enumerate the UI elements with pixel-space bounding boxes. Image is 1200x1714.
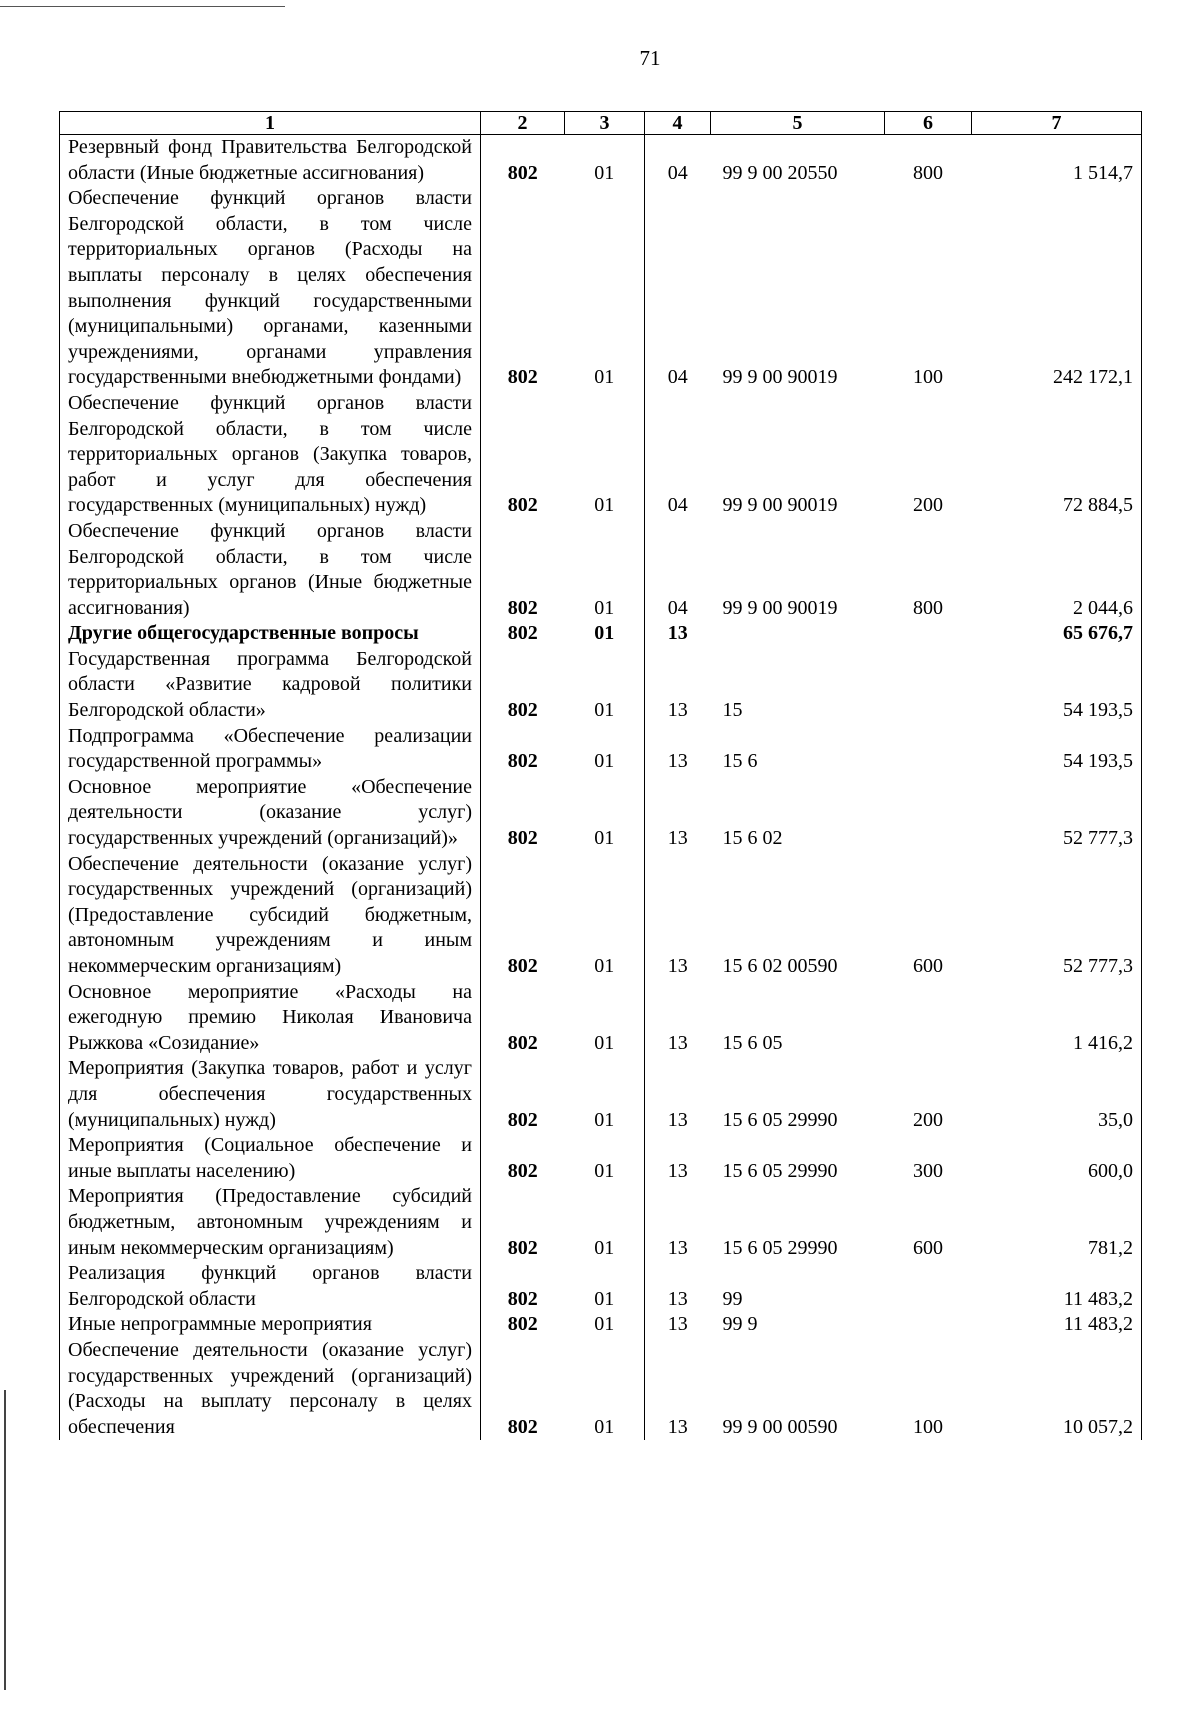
- row-subsection: 13: [645, 621, 711, 647]
- col-header-6: 6: [885, 112, 972, 135]
- row-admin-code: 802: [481, 519, 565, 621]
- row-name: Иные непрограммные мероприятия: [60, 1312, 481, 1338]
- row-section: 01: [565, 391, 645, 519]
- row-subsection: 13: [645, 1338, 711, 1440]
- col-header-7: 7: [972, 112, 1142, 135]
- row-subsection: 13: [645, 724, 711, 775]
- table-row: [60, 775, 1142, 852]
- row-section: 01: [565, 775, 645, 852]
- row-target-article: 15 6 05: [722, 1031, 783, 1054]
- row-target-article: 15 6 05 29990: [722, 1108, 838, 1131]
- row-admin-code: 802: [481, 647, 565, 724]
- row-admin-code: 802: [481, 852, 565, 980]
- table-row: [60, 647, 1142, 724]
- row-amount: 65 676,7: [972, 621, 1142, 647]
- row-subsection: 13: [645, 1184, 711, 1261]
- col-header-5: 5: [711, 112, 885, 135]
- row-section: 01: [565, 186, 645, 391]
- row-expense-type: 800: [913, 161, 943, 184]
- row-amount: 11 483,2: [972, 1261, 1142, 1312]
- row-target-article: 15: [722, 699, 743, 722]
- row-subsection: 13: [645, 1312, 711, 1338]
- row-section: 01: [565, 1184, 645, 1261]
- row-target-article: 15 6 02: [722, 827, 783, 850]
- header-row: [60, 112, 1142, 135]
- col-header-1: 1: [60, 112, 481, 135]
- row-admin-code: 802: [481, 391, 565, 519]
- row-subsection: 13: [645, 1133, 711, 1184]
- row-expense-type: 300: [913, 1159, 943, 1182]
- row-admin-code: 802: [481, 1261, 565, 1312]
- row-section: 01: [565, 519, 645, 621]
- row-subsection: 13: [645, 1261, 711, 1312]
- row-name: Государственная программа Белгородской области «Развитие кадровой политики Белгородской области»: [60, 647, 481, 724]
- table-row: [60, 1261, 1142, 1312]
- row-subsection: 04: [645, 186, 711, 391]
- col-header-4: 4: [645, 112, 711, 135]
- row-amount: 781,2: [972, 1184, 1142, 1261]
- row-subsection: 13: [645, 852, 711, 980]
- row-name: Основное мероприятие «Обеспечение деятельности (оказание услуг) государственных учреждений (организаций)»: [60, 775, 481, 852]
- table-row: [60, 980, 1142, 1057]
- row-target-article: 15 6 05 29990: [722, 1159, 838, 1182]
- row-section: 01: [565, 1261, 645, 1312]
- row-admin-code: 802: [481, 1133, 565, 1184]
- row-target-article: 99: [722, 1287, 743, 1310]
- row-admin-code: 802: [481, 1338, 565, 1440]
- row-name: Обеспечение деятельности (оказание услуг) государственных учреждений (организаций) (Предоставление субсидий бюджетным, автономным учреждениям и иным некоммерческим организациям): [60, 852, 481, 980]
- row-name: Мероприятия (Закупка товаров, работ и услуг для обеспечения государственных (муниципальных) нужд): [60, 1056, 481, 1133]
- row-section: 01: [565, 1056, 645, 1133]
- row-admin-code: 802: [481, 980, 565, 1057]
- row-target-article: 99 9 00 90019: [722, 366, 838, 389]
- row-expense-type: 600: [913, 955, 943, 977]
- table-row: [60, 135, 1142, 187]
- row-admin-code: 802: [481, 621, 565, 647]
- table-row: [60, 621, 1142, 647]
- table-row: [60, 391, 1142, 519]
- row-subsection: 04: [645, 519, 711, 621]
- table-row: [60, 1184, 1142, 1261]
- row-amount: 1 416,2: [972, 980, 1142, 1057]
- row-admin-code: 802: [481, 135, 565, 187]
- row-subsection: 13: [645, 647, 711, 724]
- row-expense-type: 200: [913, 1108, 943, 1131]
- row-expense-type: [885, 647, 972, 724]
- row-name: Другие общегосударственные вопросы: [60, 621, 481, 647]
- row-amount: 54 193,5: [972, 724, 1142, 775]
- row-target-article: 15 6 05 29990: [722, 1236, 838, 1259]
- row-section: 01: [565, 724, 645, 775]
- col-header-3: 3: [565, 112, 645, 135]
- row-expense-type: [885, 621, 972, 647]
- row-target-article: 99 9 00 20550: [722, 161, 838, 184]
- row-section: 01: [565, 1312, 645, 1338]
- table-row: [60, 186, 1142, 391]
- page-number: 71: [639, 46, 661, 70]
- row-amount: 54 193,5: [972, 647, 1142, 724]
- row-admin-code: 802: [481, 1056, 565, 1133]
- row-section: 01: [565, 1338, 645, 1440]
- row-expense-type: 800: [913, 596, 943, 619]
- row-target-article: 15 6: [722, 750, 758, 773]
- row-section: 01: [565, 980, 645, 1057]
- row-amount: 11 483,2: [972, 1312, 1142, 1338]
- row-amount: 35,0: [972, 1056, 1142, 1133]
- row-admin-code: 802: [481, 1312, 565, 1338]
- row-amount: 52 777,3: [972, 852, 1142, 980]
- row-name: Обеспечение функций органов власти Белгородской области, в том числе территориальных органов (Закупка товаров, работ и услуг для обеспечения государственных (муниципальных) нужд): [60, 391, 481, 519]
- row-amount: 72 884,5: [972, 391, 1142, 519]
- row-admin-code: 802: [481, 775, 565, 852]
- row-admin-code: 802: [481, 1184, 565, 1261]
- row-section: 01: [565, 852, 645, 980]
- row-amount: 10 057,2: [972, 1338, 1142, 1440]
- row-amount: 52 777,3: [972, 775, 1142, 852]
- row-name: Резервный фонд Правительства Белгородской области (Иные бюджетные ассигнования): [60, 135, 481, 187]
- row-target-article: [711, 621, 885, 647]
- row-section: 01: [565, 647, 645, 724]
- table-row: [60, 724, 1142, 775]
- row-expense-type: [885, 724, 972, 775]
- row-name: Основное мероприятие «Расходы на ежегодную премию Николая Ивановича Рыжкова «Созидание»: [60, 980, 481, 1057]
- row-expense-type: [885, 775, 972, 852]
- row-subsection: 04: [645, 135, 711, 187]
- row-name: Мероприятия (Социальное обеспечение и иные выплаты населению): [60, 1133, 481, 1184]
- row-amount: 242 172,1: [972, 186, 1142, 391]
- row-expense-type: [885, 1312, 972, 1338]
- row-name: Реализация функций органов власти Белгородской области: [60, 1261, 481, 1312]
- row-target-article: 99 9 00 00590: [722, 1415, 838, 1438]
- row-name: Обеспечение функций органов власти Белгородской области, в том числе территориальных органов (Иные бюджетные ассигнования): [60, 519, 481, 621]
- row-amount: 2 044,6: [972, 519, 1142, 621]
- row-expense-type: 200: [913, 494, 943, 517]
- row-section: 01: [565, 1133, 645, 1184]
- row-expense-type: 100: [913, 1415, 943, 1438]
- col-header-2: 2: [481, 112, 565, 135]
- table-row: [60, 519, 1142, 621]
- row-subsection: 04: [645, 391, 711, 519]
- row-target-article: 99 9: [722, 1313, 758, 1336]
- table-row: [60, 1133, 1142, 1184]
- row-section: 01: [565, 621, 645, 647]
- row-subsection: 13: [645, 1056, 711, 1133]
- left-margin-rule: [4, 1390, 6, 1690]
- row-name: Обеспечение деятельности (оказание услуг) государственных учреждений (организаций) (Расходы на выплату персоналу в целях обеспечения: [60, 1338, 481, 1440]
- table-row: [60, 1312, 1142, 1338]
- row-amount: 600,0: [972, 1133, 1142, 1184]
- row-expense-type: [885, 1261, 972, 1312]
- row-section: 01: [565, 135, 645, 187]
- row-admin-code: 802: [481, 186, 565, 391]
- row-name: Мероприятия (Предоставление субсидий бюджетным, автономным учреждениям и иным некоммерческим организациям): [60, 1184, 481, 1261]
- row-admin-code: 802: [481, 724, 565, 775]
- row-target-article: 99 9 00 90019: [722, 494, 838, 517]
- top-rule: [0, 6, 285, 7]
- row-expense-type: [885, 980, 972, 1057]
- row-amount: 1 514,7: [972, 135, 1142, 187]
- row-subsection: 13: [645, 980, 711, 1057]
- table-row: [60, 1338, 1142, 1440]
- row-name: Обеспечение функций органов власти Белгородской области, в том числе территориальных органов (Расходы на выплаты персоналу в целях обеспечения выполнения функций государственными (муниципальными) органами, казенными учреждениями, органами управления государственными внебюджетными фондами): [60, 186, 481, 391]
- row-subsection: 13: [645, 775, 711, 852]
- row-target-article: 15 6 02 00590: [722, 955, 838, 977]
- row-expense-type: 100: [913, 366, 943, 389]
- row-expense-type: 600: [913, 1236, 943, 1259]
- row-name: Подпрограмма «Обеспечение реализации государственной программы»: [60, 724, 481, 775]
- row-target-article: 99 9 00 90019: [722, 596, 838, 619]
- table-row: [60, 852, 1142, 980]
- budget-table: [59, 111, 1142, 1440]
- table-row: [60, 1056, 1142, 1133]
